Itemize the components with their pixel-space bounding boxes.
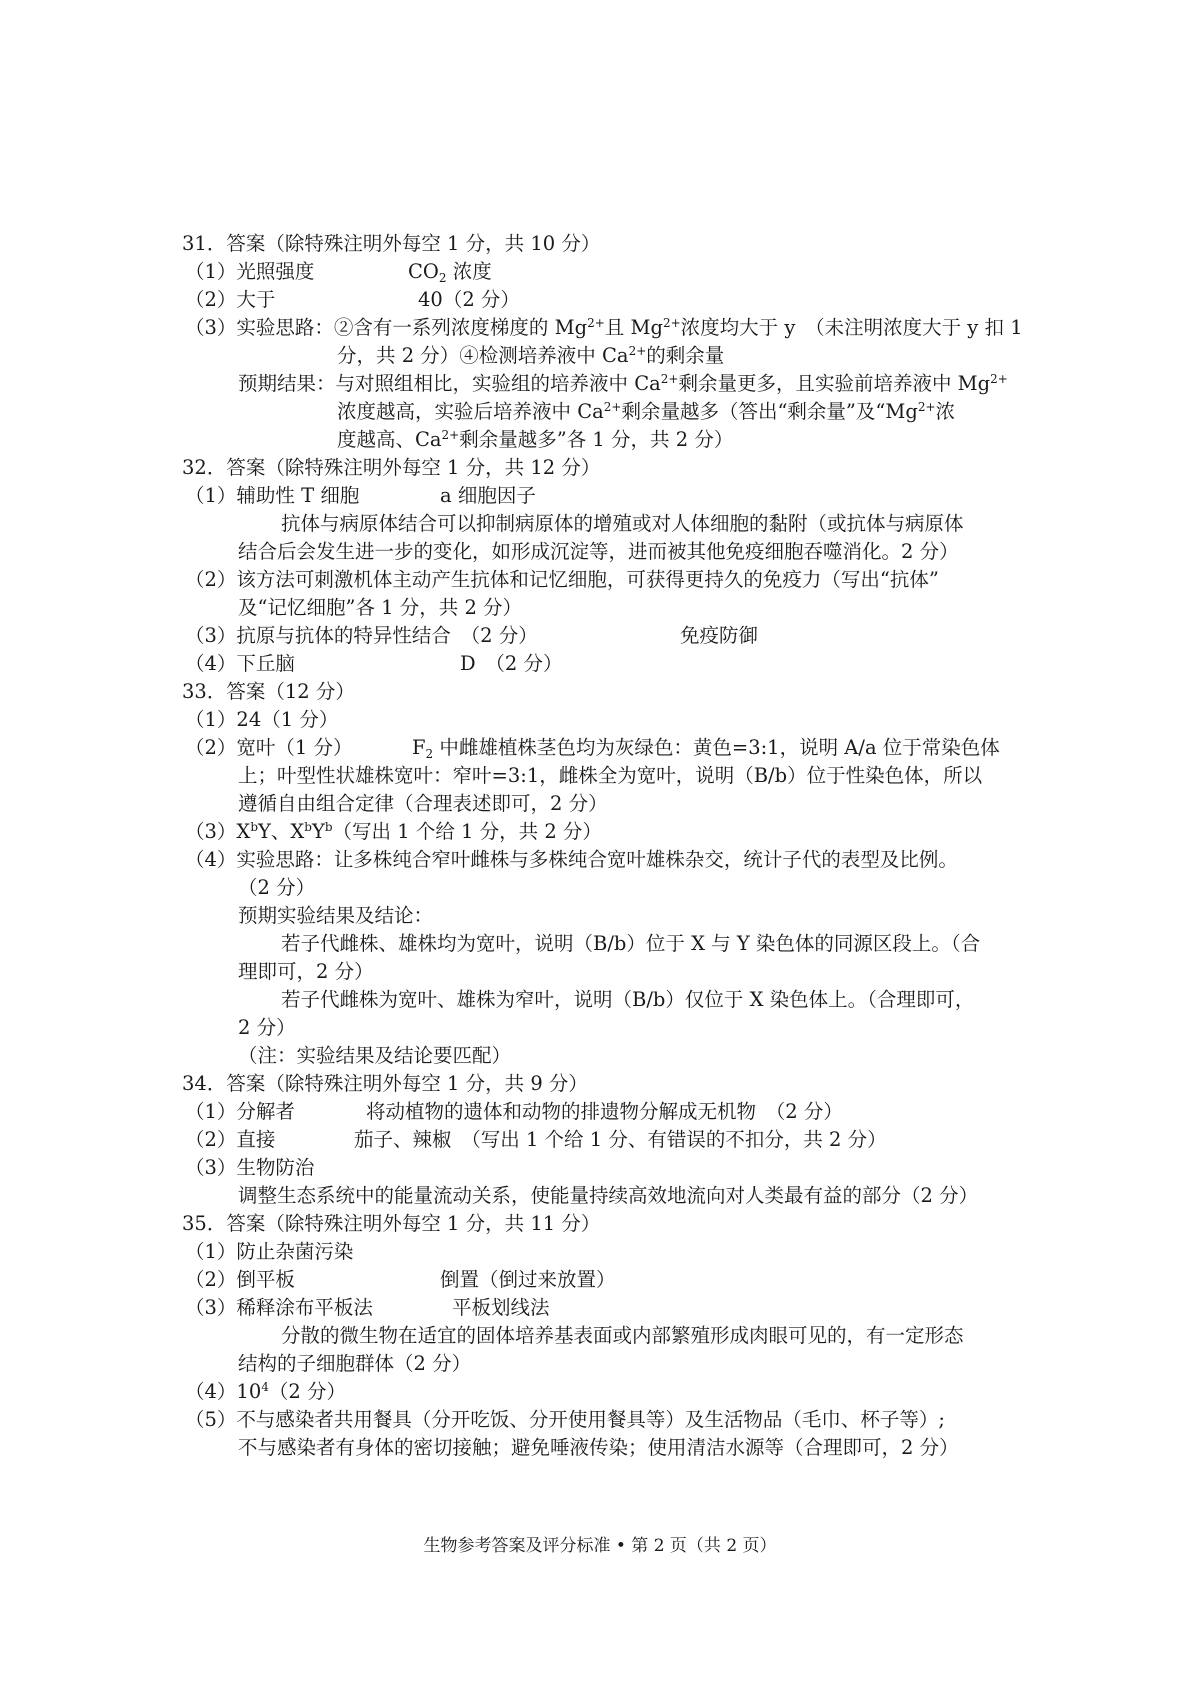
q33-part4-line5: 理即可，2 分）	[238, 960, 374, 983]
q34-part2-answer2: 茄子、辣椒 （写出 1 个给 1 分、有错误的不扣分，共 2 分）	[354, 1128, 887, 1151]
q31-part3-line2: 分，共 2 分）④检测培养液中 $Ca^{2+}$的剩余量	[337, 344, 725, 367]
q34-part3-line2: 调整生态系统中的能量流动关系，使能量持续高效地流向对人类最有益的部分（2 分）	[238, 1184, 979, 1207]
q35-part3	[185, 1294, 373, 1322]
q35-part3-answer2: 平板划线法	[452, 1296, 550, 1319]
part-number: （2）	[185, 736, 237, 759]
q31-part1	[185, 258, 314, 286]
q32-part1-answer2: a 细胞因子	[440, 484, 536, 507]
q31-part3-line3: 预期结果：与对照组相比，实验组的培养液中 $Ca^{2+}$剩余量更多，且实验前培养液中 $Mg^{2+}$	[238, 372, 1008, 395]
q35-header: 35．答案（除特殊注明外每空 1 分，共 11 分）	[182, 1212, 601, 1235]
q31-part2	[185, 286, 275, 314]
q33-part4-line3: 预期实验结果及结论：	[238, 904, 434, 927]
q32-part2-line2: 及“记忆细胞”各 1 分，共 2 分）	[238, 596, 523, 619]
q34-part1-answer2: 将动植物的遗体和动物的排遗物分解成无机物 （2 分）	[366, 1100, 843, 1123]
q35-part4: $(4)10^4(2$ 分）	[185, 1380, 346, 1403]
q31-part2-answer2: 40（2 分）	[418, 288, 520, 311]
part-number: （5）	[185, 1408, 237, 1431]
answer: 辅助性 T 细胞	[236, 484, 360, 507]
part-number: （2）	[185, 1128, 237, 1151]
q33-part4-line6: 若子代雌株为宽叶、雄株为窄叶，说明（B/b）仅位于 X 染色体上。（合理即可，	[281, 988, 975, 1011]
q34-part3	[185, 1154, 314, 1182]
part-number: （3）	[185, 1156, 237, 1179]
part-number: （1）	[185, 708, 237, 731]
q33-part1: （1）24（1 分）	[185, 708, 339, 731]
part-number: （2）	[185, 1268, 237, 1291]
q33-header: 33．答案（12 分）	[182, 680, 355, 703]
q33-part2-answer2: $F_2$ 中雌雄植株茎色均为灰绿色：黄色=3:1，说明 A/a 位于常染色体	[412, 736, 1000, 761]
q32-part4	[185, 650, 295, 678]
part-number: （4）	[185, 652, 237, 675]
q33-part2	[185, 734, 353, 762]
q31-part3-line1: （3）实验思路：②含有一系列浓度梯度的 $Mg^{2+}$且 $Mg^{2+}$浓度均大于 y （未注明浓度大于 y 扣 1	[185, 316, 1023, 339]
q31-header: 31．答案（除特殊注明外每空 1 分，共 10 分）	[182, 232, 601, 255]
q31-part1-answer2: $CO_2$ 浓度	[408, 260, 492, 285]
q34-part1	[185, 1098, 295, 1126]
answer: 光照强度	[236, 260, 315, 283]
q33-part2-line2: 上；叶型性状雄株宽叶：窄叶=3:1，雌株全为宽叶，说明（B/b）位于性染色体，所以	[238, 764, 983, 787]
q33-part3: $(3)X^bY$、$X^bY^b$（写出 1 个给 1 分，共 2 分）	[185, 820, 602, 843]
answer: 下丘脑	[236, 652, 295, 675]
page-footer: 生物参考答案及评分标准 • 第 2 页（共 2 页）	[423, 1536, 777, 1556]
q32-part3-answer2: 免疫防御	[680, 624, 759, 647]
q33-part4-line2: （2 分）	[238, 876, 316, 899]
answer: 抗原与抗体的特异性结合 （2 分）	[236, 624, 538, 647]
q35-part3-line2: 分散的微生物在适宜的固体培养基表面或内部繁殖形成肉眼可见的，有一定形态	[281, 1324, 964, 1347]
q32-part1-line2: 抗体与病原体结合可以抑制病原体的增殖或对人体细胞的黏附（或抗体与病原体	[281, 512, 964, 535]
q33-part4-line7: 2 分）	[238, 1016, 296, 1039]
part-number: （1）	[185, 1240, 237, 1263]
answer: 大于	[236, 288, 276, 311]
q33-part4-line4: 若子代雌株、雄株均为宽叶，说明（B/b）位于 X 与 Y 染色体的同源区段上。（合	[281, 932, 981, 955]
q32-part1-line3: 结合后会发生进一步的变化，如形成沉淀等，进而被其他免疫细胞吞噬消化。2 分）	[238, 540, 959, 563]
part-number: （3）	[185, 316, 237, 339]
q33-part4-line1: （4）实验思路：让多株纯合窄叶雌株与多株纯合宽叶雄株杂交，统计子代的表型及比例。	[185, 848, 958, 871]
q32-part1	[185, 482, 359, 510]
part-number: （3）	[185, 624, 237, 647]
q34-header: 34．答案（除特殊注明外每空 1 分，共 9 分）	[182, 1072, 588, 1095]
q35-part2-answer2: 倒置（倒过来放置）	[440, 1268, 616, 1291]
part-number: （3）	[185, 820, 237, 843]
part-number: （1）	[185, 260, 237, 283]
q32-part3	[185, 622, 538, 650]
answer: 直接	[236, 1128, 276, 1151]
q32-header: 32．答案（除特殊注明外每空 1 分，共 12 分）	[182, 456, 601, 479]
answer: 分解者	[236, 1100, 295, 1123]
answer: 稀释涂布平板法	[236, 1296, 373, 1319]
q34-part2	[185, 1126, 275, 1154]
part-number: （4）	[185, 848, 237, 871]
q33-part4-note: （注：实验结果及结论要匹配）	[238, 1044, 512, 1067]
part-number: （3）	[185, 1296, 237, 1319]
q35-part1: （1）防止杂菌污染	[185, 1240, 354, 1263]
q35-part5-line1: （5）不与感染者共用餐具（分开吃饭、分开使用餐具等）及生活物品（毛巾、杯子等）;	[185, 1408, 945, 1431]
q33-part2-line3: 遵循自由组合定律（合理表述即可，2 分）	[238, 792, 608, 815]
part-number: （4）	[185, 1380, 237, 1403]
q31-part3-line5: 度越高、$Ca^{2+}$剩余量越多”各 1 分，共 2 分）	[337, 428, 734, 451]
part-number: （1）	[185, 1100, 237, 1123]
answer: 倒平板	[236, 1268, 295, 1291]
q32-part4-answer2: D （2 分）	[460, 652, 563, 675]
q35-part2	[185, 1266, 295, 1294]
q35-part5-line2: 不与感染者有身体的密切接触；避免唾液传染；使用清洁水源等（合理即可，2 分）	[238, 1436, 959, 1459]
answer: 生物防治	[236, 1156, 315, 1179]
q35-part3-line3: 结构的子细胞群体（2 分）	[238, 1352, 472, 1375]
q32-part2-line1: （2）该方法可刺激机体主动产生抗体和记忆细胞，可获得更持久的免疫力（写出“抗体”	[185, 568, 939, 591]
answer: 宽叶（1 分）	[236, 736, 353, 759]
q31-part3-line4: 浓度越高，实验后培养液中 $Ca^{2+}$剩余量越多（答出“剩余量”及“$Mg^{2+}$浓	[337, 400, 956, 423]
part-number: （1）	[185, 484, 237, 507]
part-number: （2）	[185, 568, 237, 591]
part-number: （2）	[185, 288, 237, 311]
